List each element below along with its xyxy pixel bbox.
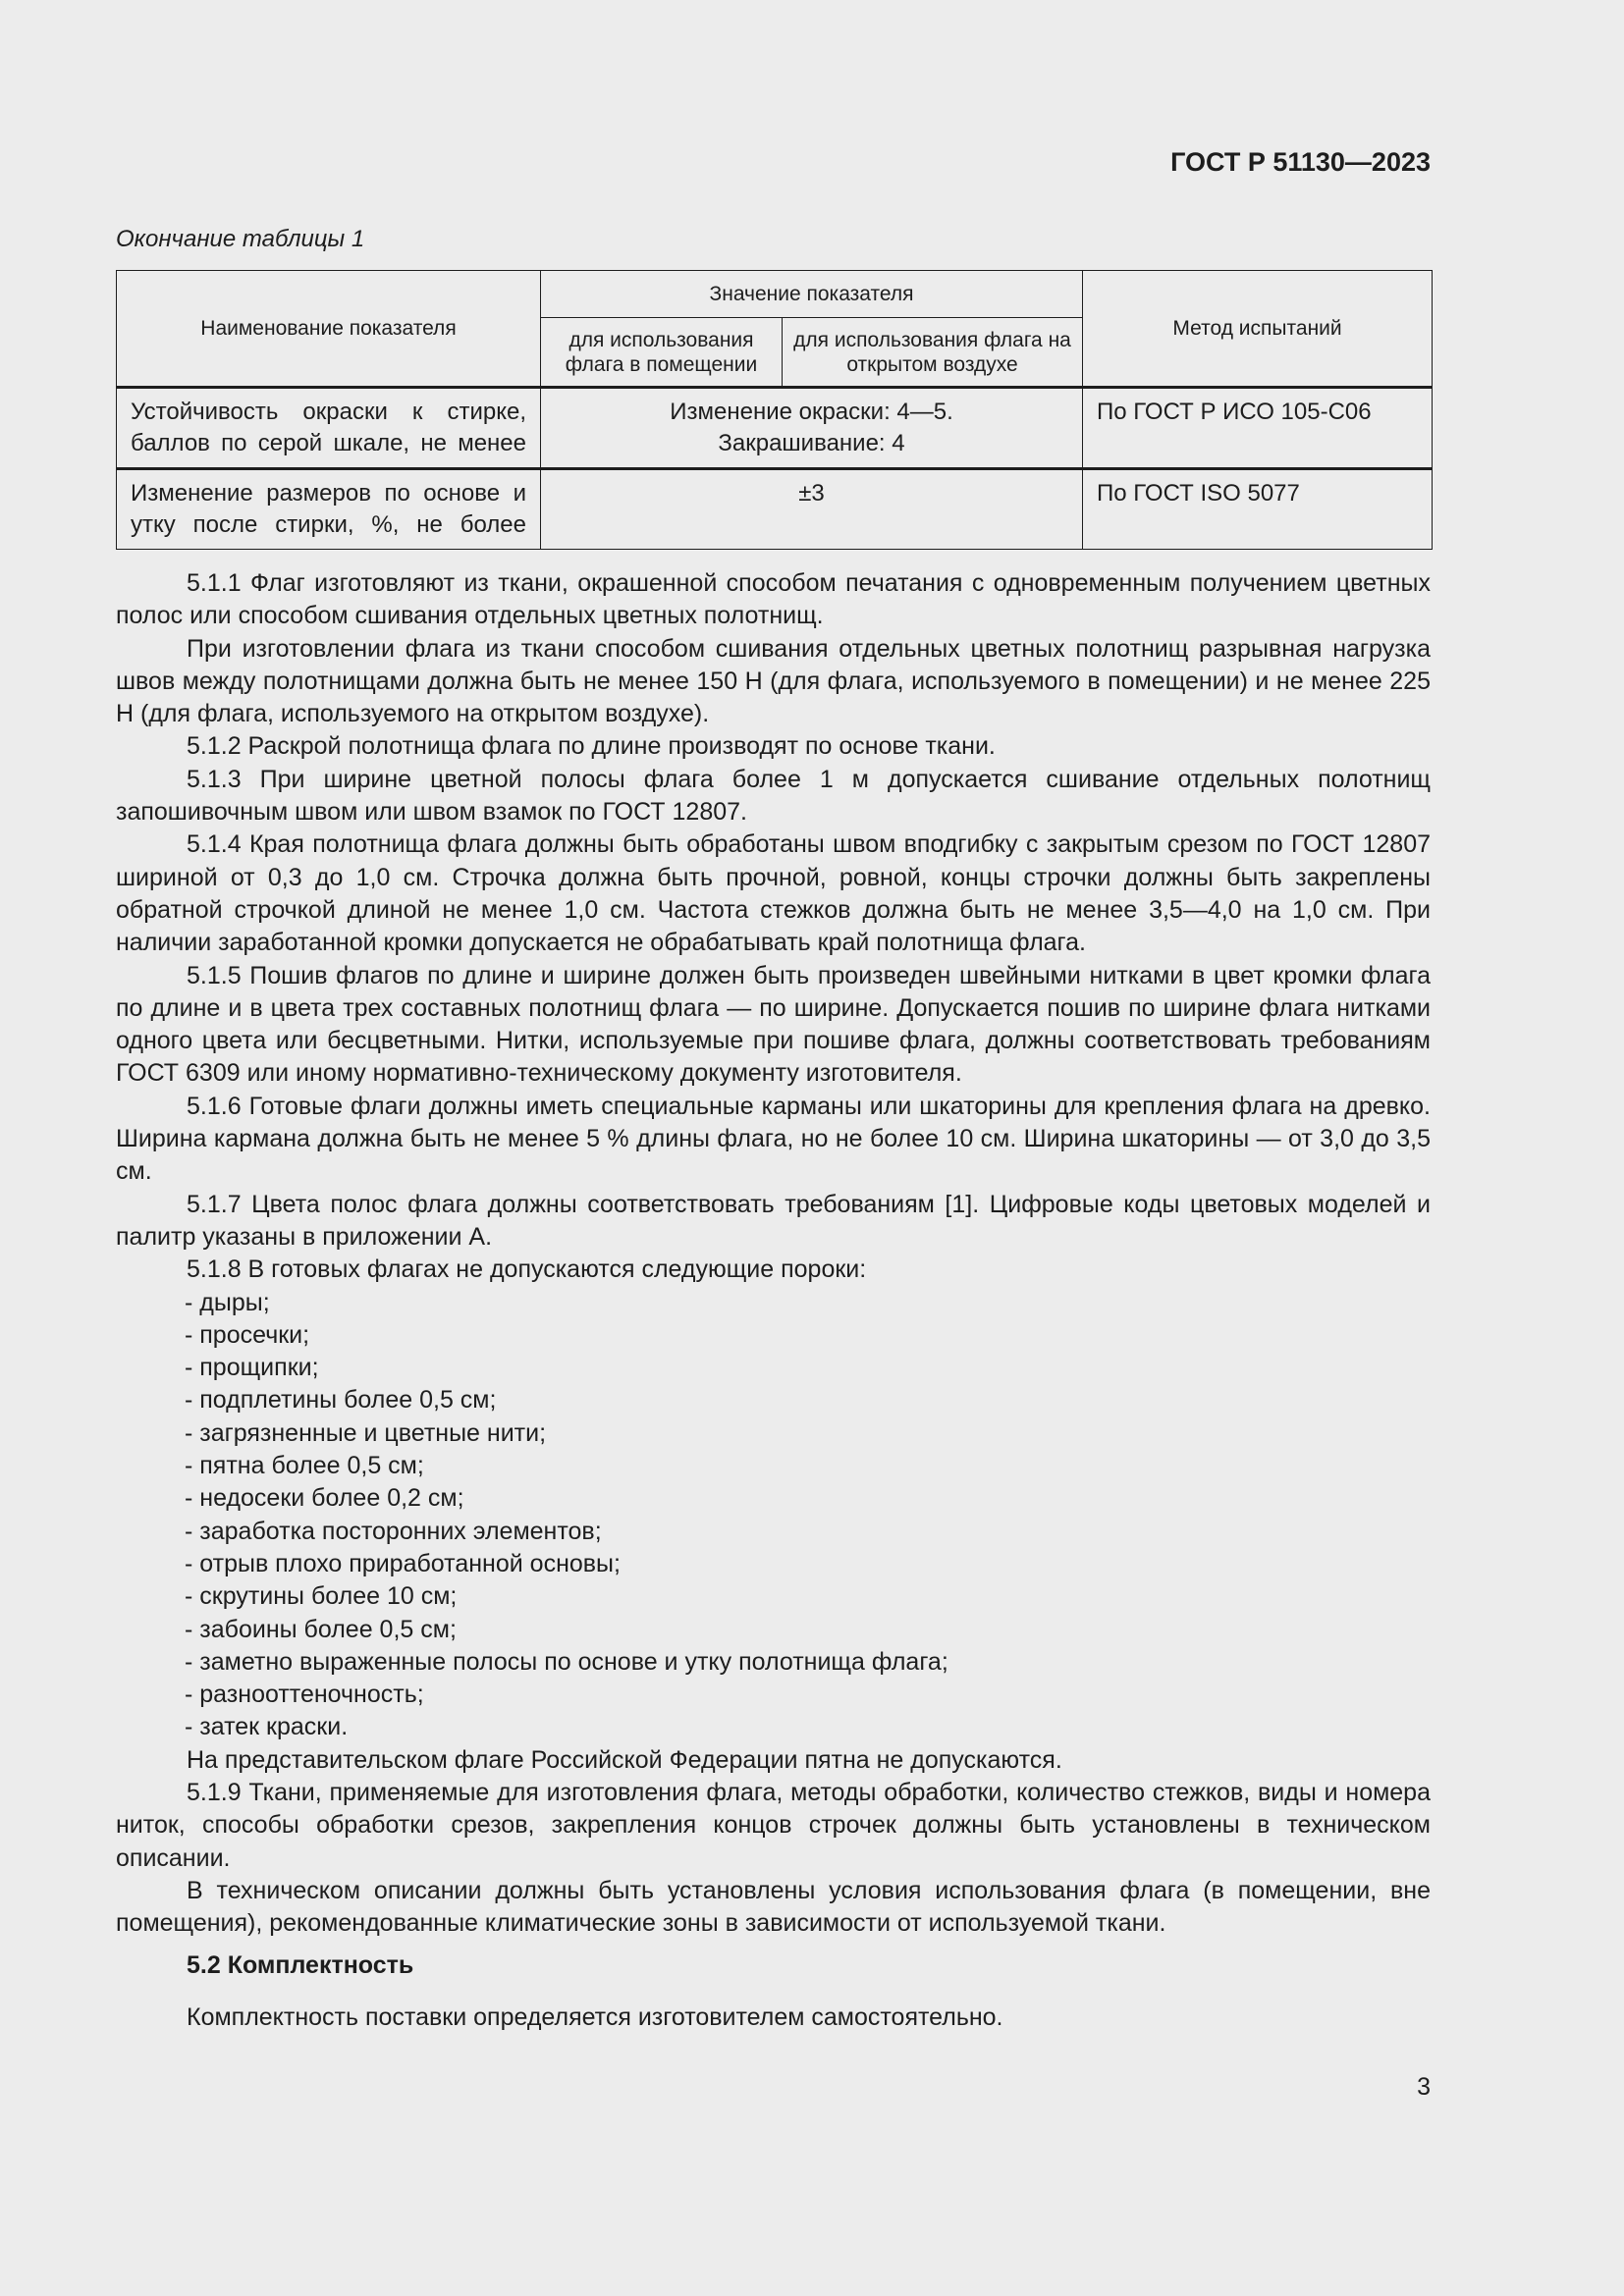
table-row: [117, 469, 1433, 550]
row-value-line: ±3: [798, 480, 825, 507]
list-item: - просечки;: [185, 1320, 310, 1349]
paragraph: На представительском флаге Российской Федерации пятна не допускаются.: [187, 1745, 1062, 1774]
list-item: - отрыв плохо приработанной основы;: [185, 1549, 621, 1577]
row-test-method: По ГОСТ ISO 5077: [1083, 469, 1433, 550]
row-value-line: Закрашивание: 4: [718, 430, 905, 456]
paragraph: 5.1.9 Ткани, применяемые для изготовления флага, методы обработки, количество стежков, виды и номера ниток, способы обработки срезов, закрепления концов строчек должны быть установлены в техническом описании.: [116, 1778, 1431, 1872]
paragraph: 5.1.3 При ширине цветной полосы флага более 1 м допускается сшивание отдельных полотнищ запошивочным швом или швом взамок по ГОСТ 12807.: [116, 765, 1431, 827]
row-value: [541, 469, 1083, 550]
list-item: - загрязненные и цветные нити;: [185, 1418, 547, 1447]
paragraph: 5.1.4 Края полотнища флага должны быть обработаны швом вподгибку с закрытым срезом по ГОСТ 12807 шириной от 0,3 до 1,0 см. Строчка должна быть прочной, ровной, концы строчки должны быть закреплены обратной строчкой длиной не менее 1,0 см. Частота стежков должна быть не менее 3,5—4,0 на 1,0 см. При наличии заработанной кромки допускается не обрабатывать край полотнища флага.: [116, 830, 1431, 957]
paragraph: 5.1.1 Флаг изготовляют из ткани, окрашенной способом печатания с одновременным получением цветных полос или способом сшивания отдельных цветных полотнищ.: [116, 569, 1431, 630]
paragraph: 5.1.7 Цвета полос флага должны соответствовать требованиям [1]. Цифровые коды цветовых моделей и палитр указаны в приложении А.: [116, 1190, 1431, 1251]
table-row: [117, 388, 1433, 469]
paragraph: При изготовлении флага из ткани способом сшивания отдельных цветных полотнищ разрывная нагрузка швов между полотнищами должна быть не менее 150 Н (для флага, используемого в помещении) и не менее 225 Н (для флага, используемого на открытом воздухе).: [116, 634, 1431, 728]
list-item: - заметно выраженные полосы по основе и утку полотнища флага;: [185, 1647, 948, 1676]
list-item: - пятна более 0,5 см;: [185, 1452, 424, 1480]
paragraph: 5.1.2 Раскрой полотнища флага по длине производят по основе ткани.: [187, 732, 996, 761]
page-number: 3: [1417, 2073, 1431, 2101]
list-item: - прощипки;: [185, 1354, 319, 1382]
table-caption: Окончание таблицы 1: [116, 226, 365, 252]
paragraph: 5.1.6 Готовые флаги должны иметь специальные карманы или шкаторины для крепления флага на древко. Ширина кармана должна быть не менее 5 % длины флага, но не более 10 см. Ширина шкаторины — от 3,0 до 3,5 см.: [116, 1092, 1431, 1186]
header-outdoor: для использования флага на открытом воздухе: [783, 318, 1083, 388]
row-value-line: Изменение окраски: 4—5.: [670, 399, 953, 425]
list-item: - дыры;: [185, 1288, 270, 1316]
section-heading: 5.2 Комплектность: [187, 1951, 414, 1980]
list-item: - недосеки более 0,2 см;: [185, 1484, 464, 1513]
list-item: - скрутины более 10 см;: [185, 1582, 458, 1611]
paragraph: В техническом описании должны быть установлены условия использования флага (в помещении, вне помещения), рекомендованные климатические зоны в зависимости от используемой ткани.: [116, 1876, 1431, 1938]
row-indicator-name: Устойчивость окраски к стирке, баллов по серой шкале, не менее: [117, 388, 541, 469]
header-indicator-name: Наименование показателя: [117, 271, 541, 388]
paragraph: 5.1.5 Пошив флагов по длине и ширине должен быть произведен швейными нитками в цвет кромки флага по длине и в цвета трех составных полотнищ флага — по ширине. Допускается пошив по ширине флага нитками одного цвета или бесцветными. Нитки, используемые при пошиве флага, должны соответствовать требованиям ГОСТ 6309 или иному нормативно-техническому документу изготовителя.: [116, 961, 1431, 1088]
list-item: - затек краски.: [185, 1713, 349, 1741]
row-test-method: По ГОСТ Р ИСО 105-С06: [1083, 388, 1433, 469]
document-header: ГОСТ Р 51130—2023: [1170, 147, 1431, 177]
header-test-method: Метод испытаний: [1083, 271, 1433, 388]
list-item: - разнооттеночность;: [185, 1681, 424, 1709]
document-body: [116, 567, 1431, 2034]
indicators-table: [116, 270, 1433, 550]
list-item: - заработка посторонних элементов;: [185, 1517, 602, 1545]
row-value: [541, 388, 1083, 469]
paragraph: 5.1.8 В готовых флагах не допускаются следующие пороки:: [187, 1255, 867, 1284]
paragraph: Комплектность поставки определяется изготовителем самостоятельно.: [187, 2002, 1003, 2031]
list-item: - подплетины более 0,5 см;: [185, 1386, 497, 1415]
list-item: - забоины более 0,5 см;: [185, 1615, 457, 1643]
header-indoor: для использования флага в помещении: [541, 318, 783, 388]
header-indicator-value: Значение показателя: [541, 271, 1083, 318]
row-indicator-name: Изменение размеров по основе и утку после стирки, %, не более: [117, 469, 541, 550]
